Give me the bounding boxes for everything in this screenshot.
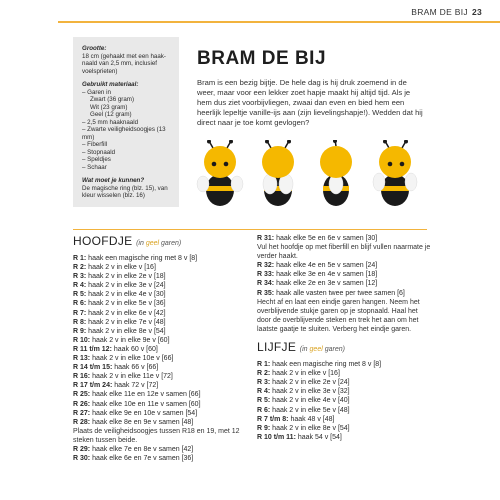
material-item: Zwart (36 gram) xyxy=(90,96,135,103)
row-instruction: haak elke 2e en 3e v samen [12] xyxy=(274,280,378,288)
row-number: R 33: xyxy=(257,271,275,279)
row-instruction: haak 2 v in elke 7e v [48] xyxy=(86,318,166,326)
row-instruction: haak elke 8e en 9e v samen [48] xyxy=(90,418,194,426)
row-number: R 9: xyxy=(73,327,87,335)
row-instruction: haak 2 v in elke 4e v [40] xyxy=(270,397,350,405)
pattern-row xyxy=(73,281,243,290)
pattern-row xyxy=(73,372,243,381)
pattern-row xyxy=(73,363,243,372)
pattern-row xyxy=(73,299,243,308)
row-number: R 25: xyxy=(73,391,91,399)
pattern-row xyxy=(73,290,243,299)
lijfje-title: LIJFJE xyxy=(257,340,297,355)
lijfje-heading xyxy=(257,340,432,357)
hoofdje-sub-pre: (in xyxy=(136,240,146,247)
pattern-row xyxy=(73,409,243,418)
pattern-row xyxy=(73,345,243,354)
row-instruction: haak 2 v in elke 8e v [54] xyxy=(86,327,166,335)
row-instruction: Plaats de veiligheidsoogjes tussen R18 en 19, met 12 steken tussen beide. xyxy=(73,427,240,444)
row-number: R 13: xyxy=(73,355,91,363)
pattern-row xyxy=(73,354,243,363)
lijfje-subtitle xyxy=(300,346,345,353)
row-instruction: haak 2 v in elke 2e v [18] xyxy=(86,273,166,281)
lijfje-rows xyxy=(257,360,432,442)
hoofdje-sub-color: geel xyxy=(145,240,160,247)
row-number: R 5: xyxy=(257,397,271,405)
row-number: R 7: xyxy=(73,309,87,317)
row-number: R 29: xyxy=(73,445,91,453)
row-number: R 11 t/m 12: xyxy=(73,345,112,353)
row-instruction: haak 2 v in elke 11e v [72] xyxy=(90,373,173,381)
row-instruction: haak 54 v [54] xyxy=(295,433,342,441)
pattern-row xyxy=(73,272,243,281)
row-number: R 6: xyxy=(73,300,87,308)
row-instruction: haak elke 7e en 8e v samen [42] xyxy=(90,445,194,453)
pattern-row xyxy=(73,418,243,427)
skills-text: De magische ring (blz. 15), van kleur wisselen (blz. 16) xyxy=(82,184,168,199)
materials-list xyxy=(82,89,172,172)
pattern-row xyxy=(73,381,243,390)
row-number: R 2: xyxy=(257,370,271,378)
row-number: R 30: xyxy=(73,455,91,463)
pattern-row xyxy=(257,360,432,369)
materials-label: Gebruikt materiaal: xyxy=(82,81,139,88)
page-title: BRAM DE BIJ xyxy=(197,48,327,69)
pattern-row xyxy=(257,261,432,270)
pattern-row xyxy=(257,433,432,442)
row-number: R 5: xyxy=(73,291,87,299)
pattern-row xyxy=(73,263,243,272)
pattern-row xyxy=(73,327,243,336)
material-item: – 2,5 mm haaknaald xyxy=(82,118,139,126)
material-item: Wit (23 gram) xyxy=(90,103,128,111)
bee-photos xyxy=(195,140,425,210)
pattern-note xyxy=(73,427,243,445)
row-instruction: haak 2 v in elke 4e v [30] xyxy=(86,291,166,299)
row-instruction: haak 72 v [72] xyxy=(112,382,159,390)
bee-three-quarter-image xyxy=(369,140,419,210)
row-instruction: haak 2 v in elke 8e v [54] xyxy=(270,424,350,432)
material-item: Geel (12 gram) xyxy=(90,111,132,118)
hoofdje-sub-post: garen) xyxy=(159,240,182,247)
row-instruction: haak 2 v in elke 5e v [36] xyxy=(86,300,166,308)
row-instruction: haak 2 v in elke v [16] xyxy=(86,264,156,272)
material-item: – Garen in xyxy=(82,88,111,96)
pattern-row xyxy=(257,406,432,415)
pattern-row xyxy=(257,396,432,405)
row-instruction: haak 2 v in elke 3e v [24] xyxy=(86,282,166,290)
pattern-row xyxy=(73,336,243,345)
row-instruction: haak 48 v [48] xyxy=(288,415,335,423)
row-number: R 17 t/m 24: xyxy=(73,382,113,390)
row-number: R 4: xyxy=(257,388,271,396)
pattern-row xyxy=(73,400,243,409)
row-number: R 27: xyxy=(73,409,91,417)
row-number: R 1: xyxy=(257,361,271,369)
pattern-row xyxy=(73,309,243,318)
row-number: R 6: xyxy=(257,406,271,414)
info-box xyxy=(73,37,179,207)
row-instruction: haak elke 4e en 5e v samen [24] xyxy=(274,262,378,270)
running-header xyxy=(405,7,482,17)
right-column xyxy=(257,234,432,442)
row-instruction: haak 2 v in elke 2e v [24] xyxy=(270,379,350,387)
material-item: – Fiberfill xyxy=(82,141,108,148)
row-instruction: haak een magische ring met 8 v [8] xyxy=(86,255,198,262)
page-number: 23 xyxy=(471,7,482,17)
row-instruction: haak een magische ring met 8 v [8] xyxy=(270,361,382,369)
row-number: R 2: xyxy=(73,264,87,272)
pattern-note xyxy=(257,298,432,334)
row-instruction: haak elke 9e en 10e v samen [54] xyxy=(90,409,198,417)
header-rule xyxy=(58,21,500,23)
row-instruction: Vul het hoofdje op met fiberfill en blijf vullen naarmate je verder haakt. xyxy=(257,244,431,261)
material-item: – Speldjes xyxy=(82,156,111,163)
row-instruction: haak elke 10e en 11e v samen [60] xyxy=(90,400,201,408)
row-instruction: haak elke 6e en 7e v samen [36] xyxy=(90,455,194,463)
pattern-note xyxy=(257,243,432,261)
size-text: 18 cm (gehaakt met een haak-naald van 2,5 mm, inclusief voelsprieten) xyxy=(82,52,166,75)
pattern-row xyxy=(73,254,243,263)
row-number: R 10: xyxy=(73,336,91,344)
row-number: R 3: xyxy=(73,273,87,281)
row-instruction: haak 66 v [66] xyxy=(112,364,159,372)
row-instruction: haak 2 v in elke 10e v [66] xyxy=(90,355,174,363)
left-column xyxy=(73,234,243,463)
row-number: R 1: xyxy=(73,255,87,262)
running-header-title: BRAM DE BIJ xyxy=(411,7,468,17)
pattern-row xyxy=(257,415,432,424)
row-number: R 32: xyxy=(257,262,275,270)
row-instruction: haak 2 v in elke v [16] xyxy=(270,370,340,378)
material-item: – Stopnaald xyxy=(82,148,116,156)
row-number: R 10 t/m 11: xyxy=(257,433,296,441)
row-number: R 4: xyxy=(73,282,87,290)
hoofdje-title: HOOFDJE xyxy=(73,234,133,248)
material-item: – Zwarte veiligheidsoogjes (13 mm) xyxy=(82,126,166,141)
hoofdje-subtitle xyxy=(136,240,181,247)
row-instruction: haak elke 11e en 12e v samen [66] xyxy=(90,391,201,399)
pattern-row xyxy=(257,234,432,243)
pattern-row xyxy=(73,318,243,327)
row-number: R 3: xyxy=(257,379,271,387)
pattern-row xyxy=(73,390,243,399)
hoofdje-heading xyxy=(73,234,243,251)
row-instruction: haak 60 v [60] xyxy=(111,345,158,353)
bee-front-image xyxy=(195,140,245,210)
pattern-row xyxy=(257,378,432,387)
row-number: R 14 t/m 15: xyxy=(73,364,113,372)
row-number: R 16: xyxy=(73,373,91,381)
row-instruction: haak 2 v in elke 6e v [42] xyxy=(86,309,166,317)
row-number: R 7 t/m 8: xyxy=(257,415,289,423)
row-instruction: haak 2 v in elke 9e v [60] xyxy=(90,336,170,344)
pattern-row xyxy=(257,279,432,288)
row-number: R 26: xyxy=(73,400,91,408)
material-item: – Schaar xyxy=(82,163,107,171)
pattern-row xyxy=(257,387,432,396)
pattern-row xyxy=(257,369,432,378)
row-number: R 34: xyxy=(257,280,275,288)
section-divider xyxy=(73,229,427,230)
row-number: R 35: xyxy=(257,289,275,297)
row-instruction: haak elke 5e en 6e v samen [30] xyxy=(274,235,378,242)
row-instruction: haak 2 v in elke 5e v [48] xyxy=(270,406,350,414)
bee-side-image xyxy=(311,140,361,210)
size-label: Grootte: xyxy=(82,45,107,52)
pattern-row xyxy=(257,289,432,298)
row-instruction: haak elke 3e en 4e v samen [18] xyxy=(274,271,378,279)
lijfje-sub-pre: (in xyxy=(299,346,310,354)
row-number: R 9: xyxy=(257,424,271,432)
lijfje-sub-post: garen) xyxy=(322,346,345,354)
skills-label: Wat moet je kunnen? xyxy=(82,177,145,184)
lijfje-sub-color: geel xyxy=(309,346,323,354)
hoofdje-rows-continued xyxy=(257,234,432,334)
intro-text: Bram is een bezig bijtje. De hele dag is hij druk zoemend in de weer, maar voor een lekker zoet hapje maakt hij altijd tijd. Als je hem dus ziet voorbijvliegen, zwaai dan even en bied hem een heerlijk lepeltje vanille-ijs aan (zijn lievelingshapje!). Wedden dat hij direct naar je toe komt gevlogen? xyxy=(197,78,423,127)
row-instruction: haak alle vasten twee per twee samen [6] xyxy=(274,289,405,297)
bee-back-image xyxy=(253,140,303,210)
pattern-row xyxy=(257,424,432,433)
row-instruction: haak 2 v in elke 3e v [32] xyxy=(270,388,350,396)
hoofdje-rows xyxy=(73,254,243,463)
row-number: R 28: xyxy=(73,418,91,426)
row-number: R 31: xyxy=(257,235,275,242)
pattern-row xyxy=(257,270,432,279)
pattern-row xyxy=(73,454,243,463)
pattern-row xyxy=(73,445,243,454)
row-number: R 8: xyxy=(73,318,87,326)
row-instruction: Hecht af en laat een eindje garen hangen. Neem het overblijvende stukje garen op je stopnaald. Haal het door de overblijvende steken en trek het aan om het laatste gaatje te sluiten. Verberg het eindje garen. xyxy=(257,298,420,333)
